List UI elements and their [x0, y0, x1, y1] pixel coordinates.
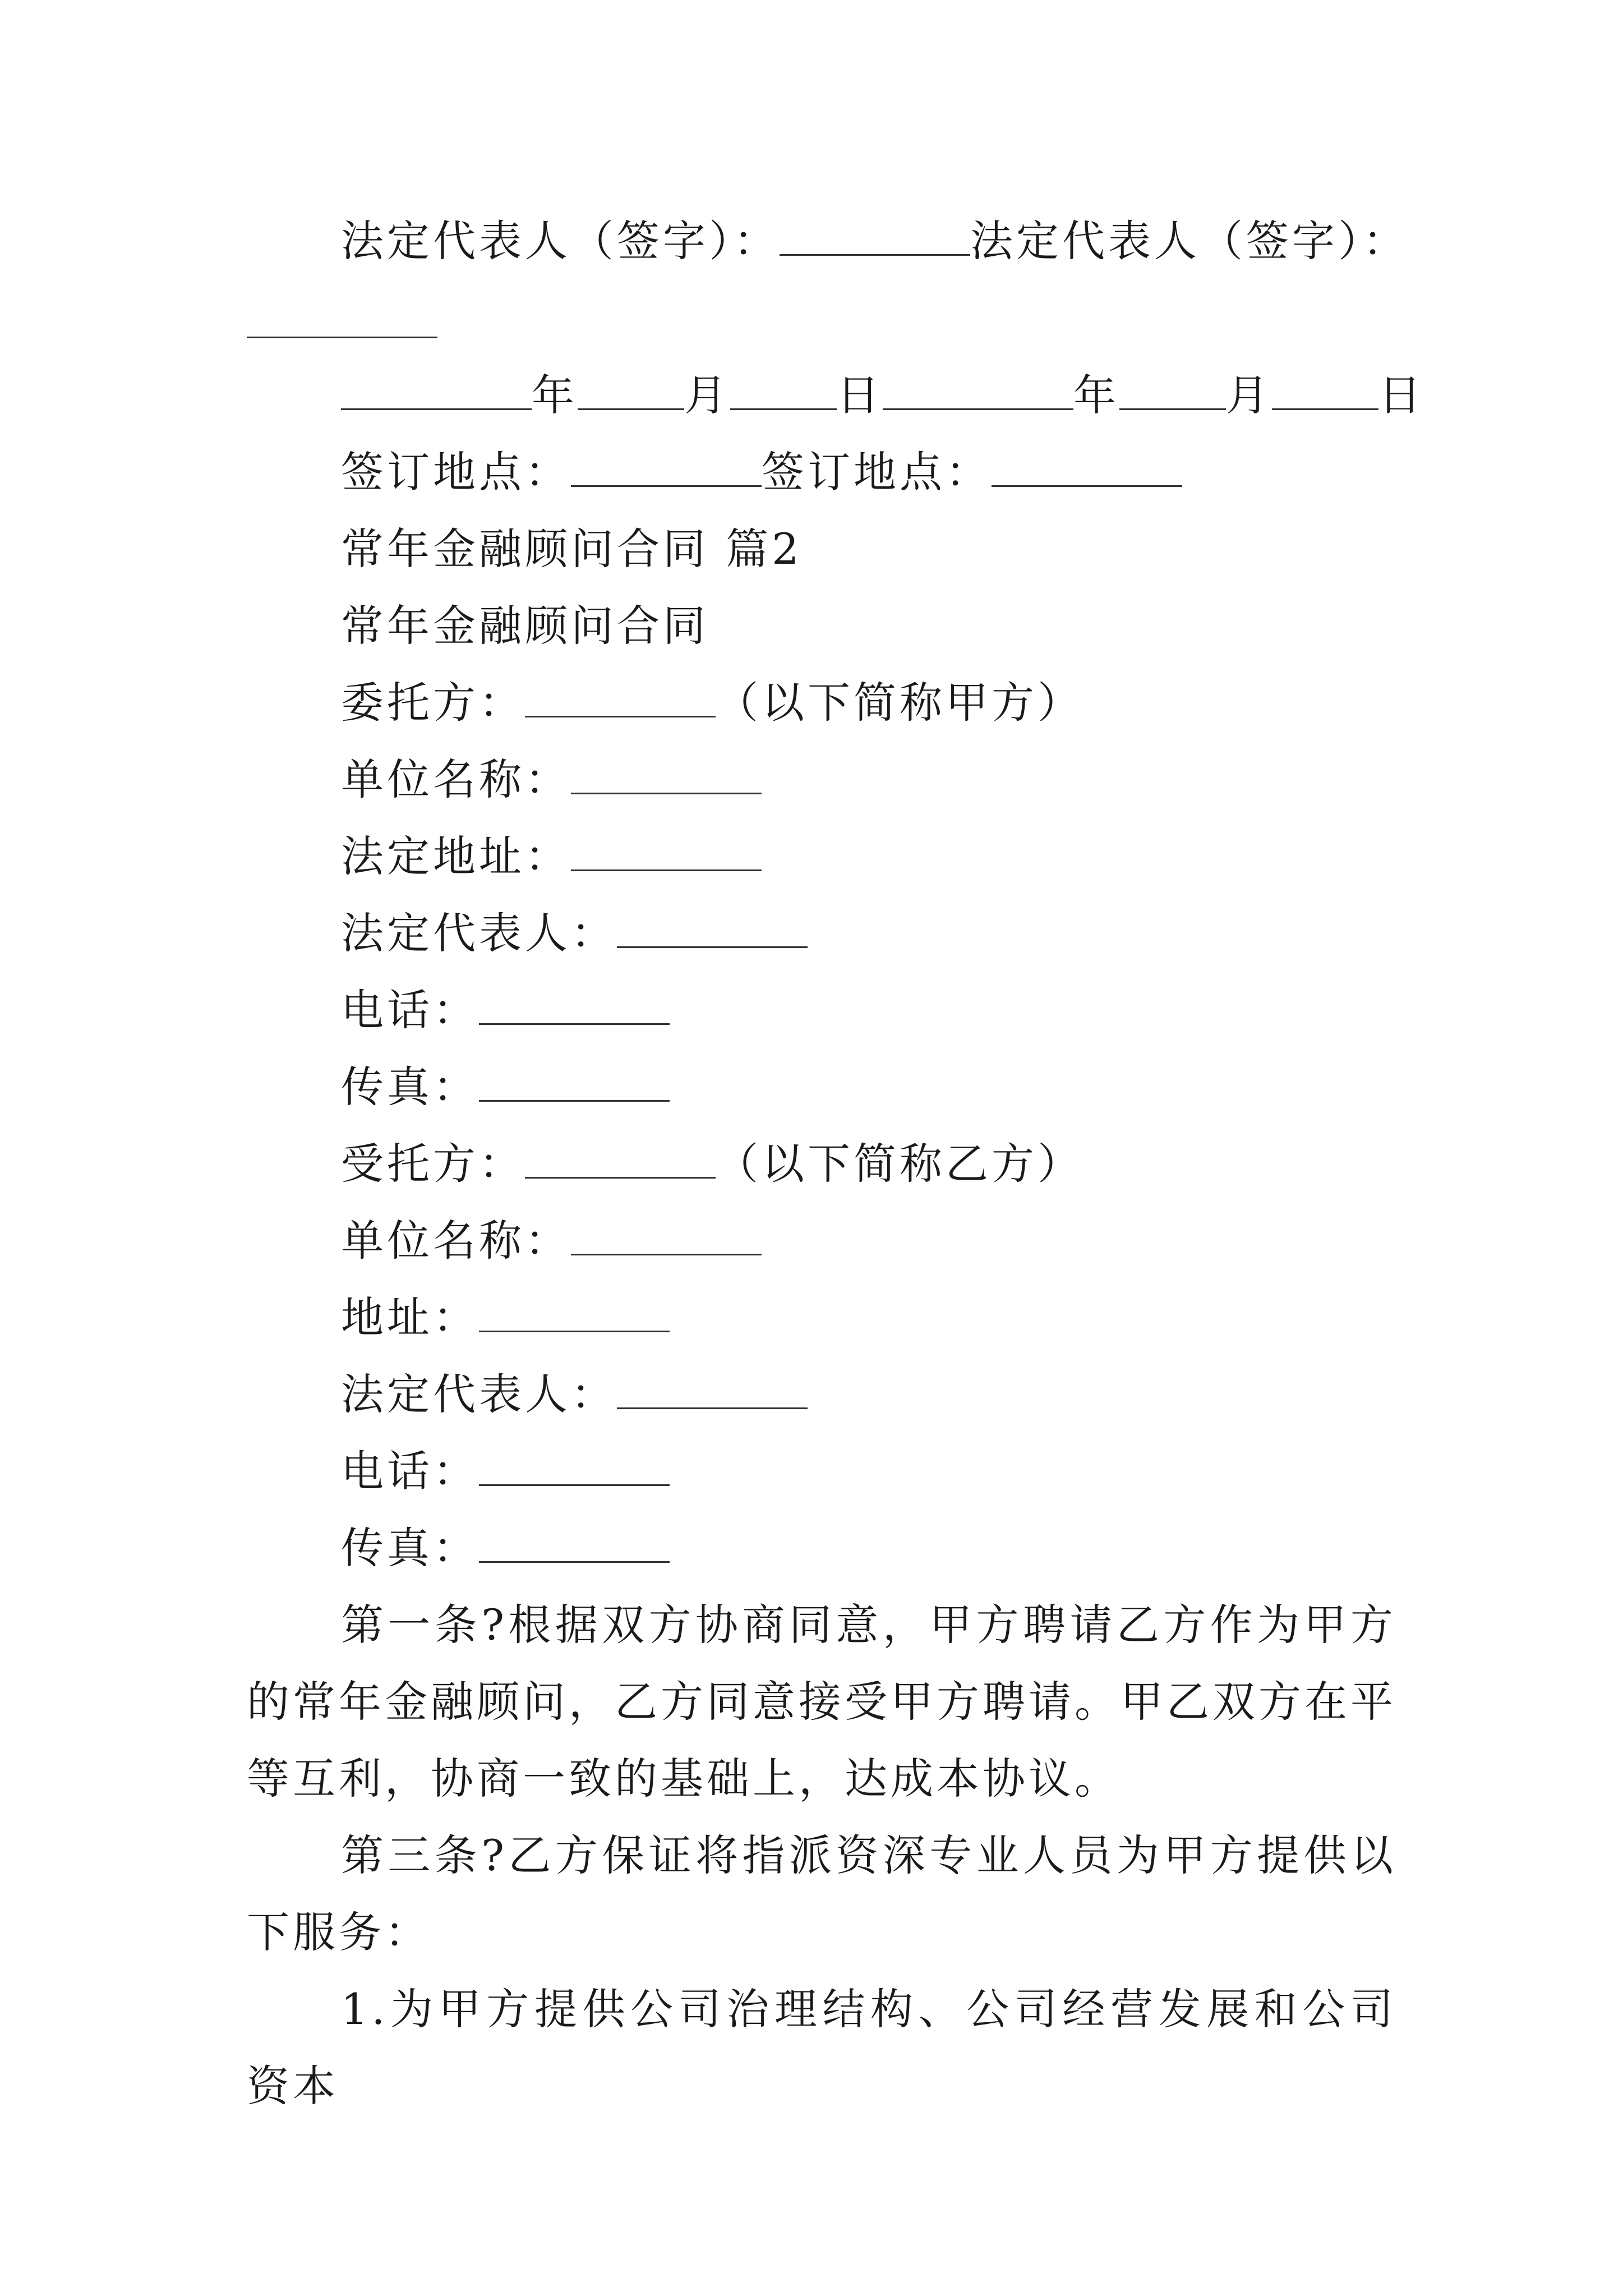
party-b-role-line: [341, 1136, 1083, 1192]
party-a-rep-blank: [617, 906, 808, 948]
sign-blank-b: [247, 285, 437, 338]
party-b-fax-line: [341, 1520, 670, 1576]
party-a-rep-label: 法定代表人：: [341, 908, 617, 958]
party-b-unit-label: 单位名称：: [341, 1216, 571, 1266]
month-label-b: 月: [1226, 370, 1272, 420]
party-a-phone-blank: [479, 983, 670, 1025]
date-line: [341, 367, 1424, 424]
place-blank-a: [571, 445, 762, 487]
party-a-rep-line: [341, 905, 808, 961]
party-b-rep-label: 法定代表人：: [341, 1369, 617, 1419]
legal-rep-sign-label-a: 法定代表人（签字）：: [341, 216, 780, 266]
day-blank-a: [730, 368, 837, 410]
signing-place-label-b: 签订地点：: [762, 447, 992, 497]
party-a-role-blank: [525, 675, 716, 717]
party-b-phone-line: [341, 1443, 670, 1499]
party-b-unit-blank: [571, 1213, 762, 1255]
party-a-role-line: [341, 675, 1083, 731]
legal-rep-sign-label-b: 法定代表人（签字）：: [970, 216, 1409, 266]
service-item-1: 1.为甲方提供公司治理结构、公司经营发展和公司资本: [247, 1984, 1396, 2111]
party-b-fax-blank: [479, 1521, 670, 1563]
party-a-fax-blank: [479, 1060, 670, 1102]
party-a-phone-line: [341, 982, 670, 1038]
party-a-unit-line: [341, 752, 762, 808]
party-b-address-label: 地址：: [341, 1292, 479, 1342]
party-b-unit-line: [341, 1213, 762, 1269]
party-a-unit-blank: [571, 752, 762, 794]
month-label-a: 月: [684, 370, 730, 420]
place-blank-b: [992, 445, 1182, 487]
contract-title: 常年金融顾问合同: [341, 601, 709, 651]
article-label: 常年金融顾问合同 篇2: [341, 524, 803, 574]
signing-place-line: [341, 444, 1182, 500]
party-b-fax-label: 传真：: [341, 1523, 479, 1573]
sign-blank-a: [780, 214, 970, 256]
year-blank-a: [341, 368, 532, 410]
party-b-role-suffix: （以下简称乙方）: [716, 1139, 1083, 1189]
party-a-address-blank: [571, 829, 762, 871]
party-b-role-blank: [525, 1137, 716, 1179]
party-b-rep-blank: [617, 1367, 808, 1409]
year-label-b: 年: [1073, 370, 1119, 420]
day-label-a: 日: [837, 370, 883, 420]
party-a-unit-label: 单位名称：: [341, 754, 571, 804]
day-blank-b: [1272, 368, 1378, 410]
year-label-a: 年: [532, 370, 578, 420]
party-a-fax-line: [341, 1059, 670, 1115]
day-label-b: 日: [1378, 370, 1424, 420]
article-1-paragraph: 第一条?根据双方协商同意，甲方聘请乙方作为甲方的常年金融顾问，乙方同意接受甲方聘请。甲乙双方在平等互利，协商一致的基础上，达成本协议。: [247, 1600, 1396, 1803]
party-a-role-suffix: （以下简称甲方）: [716, 678, 1083, 728]
party-a-fax-label: 传真：: [341, 1062, 479, 1112]
article-3-paragraph: 第三条?乙方保证将指派资深专业人员为甲方提供以下服务：: [247, 1830, 1396, 1957]
party-a-address-label: 法定地址：: [341, 831, 571, 881]
party-b-phone-blank: [479, 1444, 670, 1486]
month-blank-a: [578, 368, 684, 410]
month-blank-b: [1119, 368, 1226, 410]
party-b-phone-label: 电话：: [341, 1446, 479, 1496]
party-a-role-label: 委托方：: [341, 678, 525, 728]
party-a-phone-label: 电话：: [341, 985, 479, 1035]
party-a-address-line: [341, 829, 762, 885]
signing-place-label-a: 签订地点：: [341, 447, 571, 497]
party-b-role-label: 受托方：: [341, 1139, 525, 1189]
party-b-rep-line: [341, 1366, 808, 1423]
party-b-address-blank: [479, 1290, 670, 1332]
signature-line: [341, 213, 1409, 269]
year-blank-b: [883, 368, 1073, 410]
party-b-address-line: [341, 1290, 670, 1346]
